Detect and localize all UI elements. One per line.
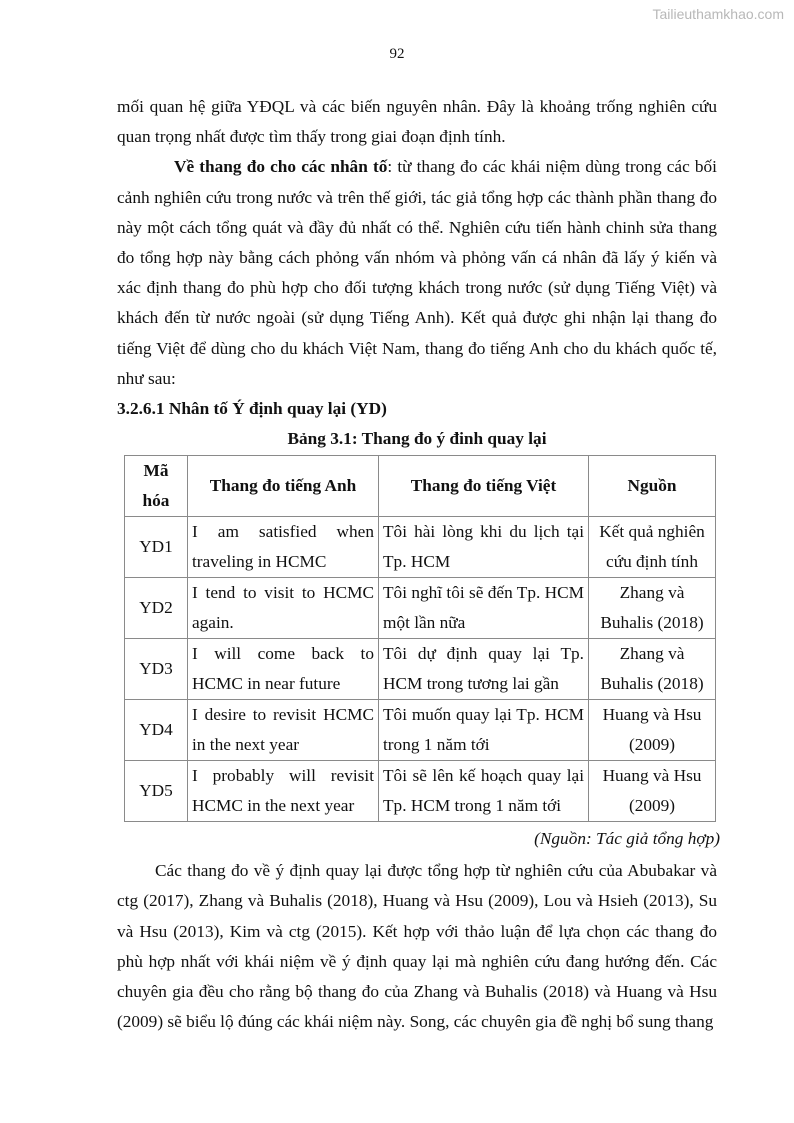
cell-english: I tend to visit to HCMC again. [188, 578, 379, 639]
cell-english: I desire to revisit HCMC in the next year [188, 700, 379, 761]
table-caption: Bảng 3.1: Thang đo ý đinh quay lại [287, 429, 547, 449]
cell-english: I probably will revisit HCMC in the next year [188, 761, 379, 822]
table-row [125, 517, 716, 578]
section-heading: 3.2.6.1 Nhân tố Ý định quay lại (YD) [117, 399, 387, 419]
table-source-note: (Nguồn: Tác giả tổng hợp) [534, 829, 720, 849]
table-row [125, 761, 716, 822]
page-content [117, 92, 720, 1037]
cell-english: I will come back to HCMC in near future [188, 639, 379, 700]
paragraph-2-body: : từ thang đo các khái niệm dùng trong các bối cảnh nghiên cứu trong nước và trên thế giới, tác giả tổng hợp các thành phần thang đo này một cách tổng quát và đầy đủ nhất có thể. Nghiên cứu tiến hành chinh sửa thang đo tổng hợp này bằng cách phỏng vấn nhóm và phỏng vấn cá nhân đã lấy ý kiến và xác định thang đo phù hợp cho đối tượng khách trong nước (sử dụng Tiếng Việt) và khách đến từ nước ngoài (sử dụng Tiếng Anh). Kết quả được ghi nhận lại thang đo tiếng Việt để dùng cho du khách Việt Nam, thang đo tiếng Anh cho du khách quốc tế, như sau: [117, 157, 717, 388]
cell-vietnamese: Tôi sẽ lên kế hoạch quay lại Tp. HCM trong 1 năm tới [379, 761, 589, 822]
table-row [125, 639, 716, 700]
header-code: Mã hóa [125, 456, 188, 517]
cell-code: YD4 [125, 700, 188, 761]
paragraph-2-bold-lead: Về thang đo cho các nhân tố [174, 157, 388, 177]
cell-code: YD5 [125, 761, 188, 822]
cell-vietnamese: Tôi nghĩ tôi sẽ đến Tp. HCM một lần nữa [379, 578, 589, 639]
paragraph-2 [117, 152, 717, 394]
header-source: Nguồn [589, 456, 716, 517]
cell-source: Zhang và Buhalis (2018) [589, 639, 716, 700]
table-header-row [125, 456, 716, 517]
cell-source: Huang và Hsu (2009) [589, 761, 716, 822]
cell-english: I am satisfied when traveling in HCMC [188, 517, 379, 578]
paragraph-1: mối quan hệ giữa YĐQL và các biến nguyên nhân. Đây là khoảng trống nghiên cứu quan trọng nhất được tìm thấy trong giai đoạn định tính. [117, 97, 717, 147]
paragraph-3: Các thang đo về ý định quay lại được tổng hợp từ nghiên cứu của Abubakar và ctg (2017), Zhang và Buhalis (2018), Huang và Hsu (2009), Lou và Hsieh (2013), Su và Hsu (2013), Kim và ctg (2015). Kết hợp với thảo luận để lựa chọn các thang đo phù hợp nhất với khái niệm về ý định quay lại mà nghiên cứu đang hướng đến. Các chuyên gia đều cho rằng bộ thang đo của Zhang và Buhalis (2018) và Huang và Hsu (2009) sẽ biểu lộ đúng các khái niệm này. Song, các chuyên gia đề nghị bổ sung thang [117, 861, 717, 1032]
cell-code: YD3 [125, 639, 188, 700]
cell-vietnamese: Tôi dự định quay lại Tp. HCM trong tương lai gần [379, 639, 589, 700]
header-english: Thang đo tiếng Anh [188, 456, 379, 517]
cell-vietnamese: Tôi hài lòng khi du lịch tại Tp. HCM [379, 517, 589, 578]
cell-code: YD1 [125, 517, 188, 578]
cell-code: YD2 [125, 578, 188, 639]
header-vietnamese: Thang đo tiếng Việt [379, 456, 589, 517]
cell-source: Kết quả nghiên cứu định tính [589, 517, 716, 578]
table-row [125, 700, 716, 761]
cell-source: Zhang và Buhalis (2018) [589, 578, 716, 639]
table-row [125, 578, 716, 639]
scale-table [124, 455, 716, 822]
watermark: Tailieuthamkhao.com [652, 6, 784, 22]
page-number: 92 [389, 46, 405, 62]
cell-vietnamese: Tôi muốn quay lại Tp. HCM trong 1 năm tới [379, 700, 589, 761]
cell-source: Huang và Hsu (2009) [589, 700, 716, 761]
